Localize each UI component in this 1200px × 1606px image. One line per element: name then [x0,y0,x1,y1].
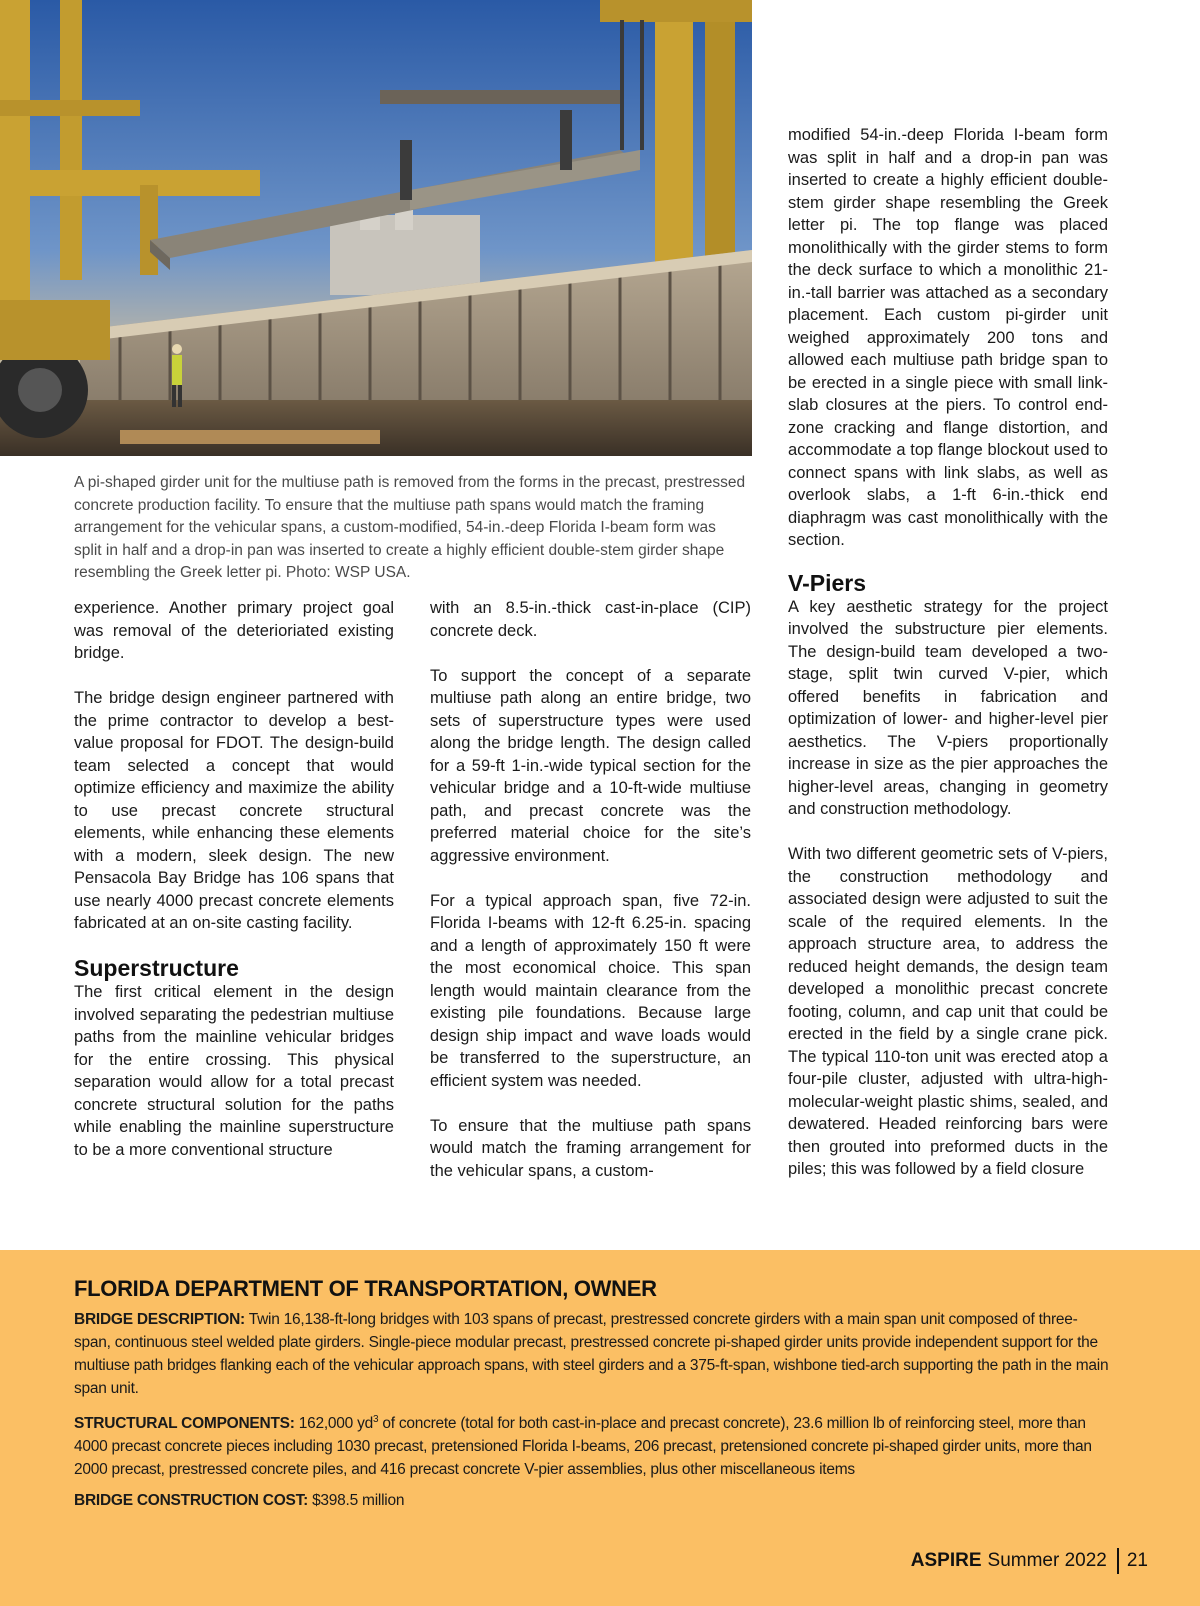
page-number: 21 [1126,1550,1148,1571]
body-paragraph: To support the concept of a separate multiuse path along an entire bridge, two sets of superstructure types were used along the bridge length. The design called for a 59-ft 1-in.-wide typical section for the vehicular bridge and a 10-ft-wide multiuse path, and precast concrete was the preferred material choice for the site’s aggressive environment. [430,666,751,865]
body-paragraph: With two different geometric sets of V-piers, the construction methodology and associated design were adjusted to suit the scale of the required elements. In the approach structure area, to address the reduced height demands, the design team developed a monolithic precast concrete footing, column, and cap unit that could be erected in the field by a single crane pick. The typical 110-ton unit was erected atop a four-pile cluster, adjusted with ultra-high-molecular-weight plastic shims, sealed, and dewatered. Headed reinforcing bars were then grouted into preformed ducts in the piles; this was followed by a field closure [788,845,1108,1178]
structural-components-quantity: 162,000 yd [298,1415,373,1433]
body-paragraph: To ensure that the multiuse path spans would match the framing arrangement for the vehicular spans, a custom- [430,1116,751,1180]
fact-box-title: FLORIDA DEPARTMENT OF TRANSPORTATION, OWNER [74,1276,657,1301]
section-heading-v-piers: V-Piers [788,569,866,596]
body-paragraph: A key aesthetic strategy for the project involved the substructure pier elements. The design-build team developed a two-stage, split twin curved V-pier, which offered benefits in fabrication and optimization of lower- and higher-level pier aesthetics. The V-piers proportionally increase in size as the pier approaches the higher-level areas, changing in geometry and construction methodology. [788,597,1108,818]
page-footer [911,1548,1148,1574]
body-paragraph: with an 8.5-in.-thick cast-in-place (CIP) concrete deck. [430,599,751,640]
fact-box-content [74,1276,1110,1520]
construction-cost [74,1489,1110,1512]
photo-caption: A pi-shaped girder unit for the multiuse path is removed from the forms in the precast, prestressed concrete production facility. To ensure that the multiuse path spans would match the framing arrangement for the vehicular spans, a custom-modified, 54-in.-deep Florida I-beam form was split in half and a drop-in pan was inserted to create a highly efficient double-stem girder shape resembling the Greek letter pi. Photo: WSP USA. [74,474,746,581]
body-paragraph: modified 54-in.-deep Florida I-beam form was split in half and a drop-in pan was inserted to create a highly efficient double-stem girder shape resembling the Greek letter pi. The top flange was placed monolithically with the girder stems to form the deck surface to which a monolithic 21-in.-tall barrier was attached as a secondary placement. Each custom pi-girder unit weighed approximately 200 tons and allowed each multiuse path bridge span to be erected in a single piece with small link-slab closures at the piers. To control end-zone cracking and flange distortion, and accommodate a top flange blockout used to connect spans with link slabs, as well as overlook slabs, a 1-ft 6-in.-thick end diaphragm was cast monolithically with the section. [788,126,1108,549]
body-paragraph: The bridge design engineer partnered with the prime contractor to develop a best-value proposal for FDOT. The design-build team selected a concept that would optimize efficiency and maximize the ability to use precast concrete structural elements, while enhancing these elements with a modern, sleek design. The new Pensacola Bay Bridge has 106 spans that use nearly 4000 precast concrete elements fabricated at an on-site casting facility. [74,689,394,932]
text-column-1 [74,597,394,1161]
text-column-3 [788,124,1108,1181]
cubic-superscript: 3 [372,1414,379,1425]
girder-photo [0,0,752,456]
text-column-2 [430,597,751,1182]
bridge-description-label: BRIDGE DESCRIPTION: [74,1311,245,1328]
bridge-description-text: Twin 16,138-ft-long bridges with 103 spans of precast, prestressed concrete girders with a main span unit composed of three-span, continuous steel welded plate girders. Single-piece modular precast, prestressed concrete pi-shaped girder units provide independent support for the multiuse path bridges flanking each of the vehicular approach spans, with steel girders and a 375-ft-span, wishbone tied-arch supporting the path in the main span unit. [74,1311,1109,1397]
girder-photo-illustration [0,0,752,456]
body-paragraph: experience. Another primary project goal was removal of the deterioriated existing bridge. [74,599,394,662]
structural-components-text: of concrete (total for both cast-in-place and precast concrete), 23.6 million lb of reinforcing steel, more than 4000 precast concrete pieces including 1030 precast, pretensioned Florida I-beams, 206 precast, pretensioned concrete pi-shaped girder units, more than 2000 precast, prestressed concrete piles, and 416 precast concrete V-pier assemblies, plus other miscellaneous items [74,1415,1092,1479]
footer-divider [1117,1548,1119,1574]
body-paragraph: For a typical approach span, five 72-in. Florida I-beams with 12-ft 6.25-in. spacing and a length of approximately 150 ft were the most economical choice. This span length would maintain clearance from the existing pile foundations. Because large design ship impact and wave loads would be transferred to the superstructure, an efficient system was needed. [430,891,751,1090]
body-paragraph: The first critical element in the design involved separating the pedestrian multiuse paths from the mainline vehicular bridges for the entire crossing. This physical separation would allow for a total precast concrete structural solution for the paths while enabling the mainline superstructure to be a more conventional structure [74,983,394,1159]
issue-label: Summer 2022 [987,1550,1107,1571]
construction-cost-value: $398.5 million [312,1492,405,1510]
structural-components [74,1408,1110,1481]
magazine-name: ASPIRE [910,1550,982,1571]
bridge-description [74,1308,1110,1400]
section-heading-superstructure: Superstructure [74,955,239,981]
structural-components-label: STRUCTURAL COMPONENTS: [74,1415,295,1433]
construction-cost-label: BRIDGE CONSTRUCTION COST: [74,1492,308,1510]
